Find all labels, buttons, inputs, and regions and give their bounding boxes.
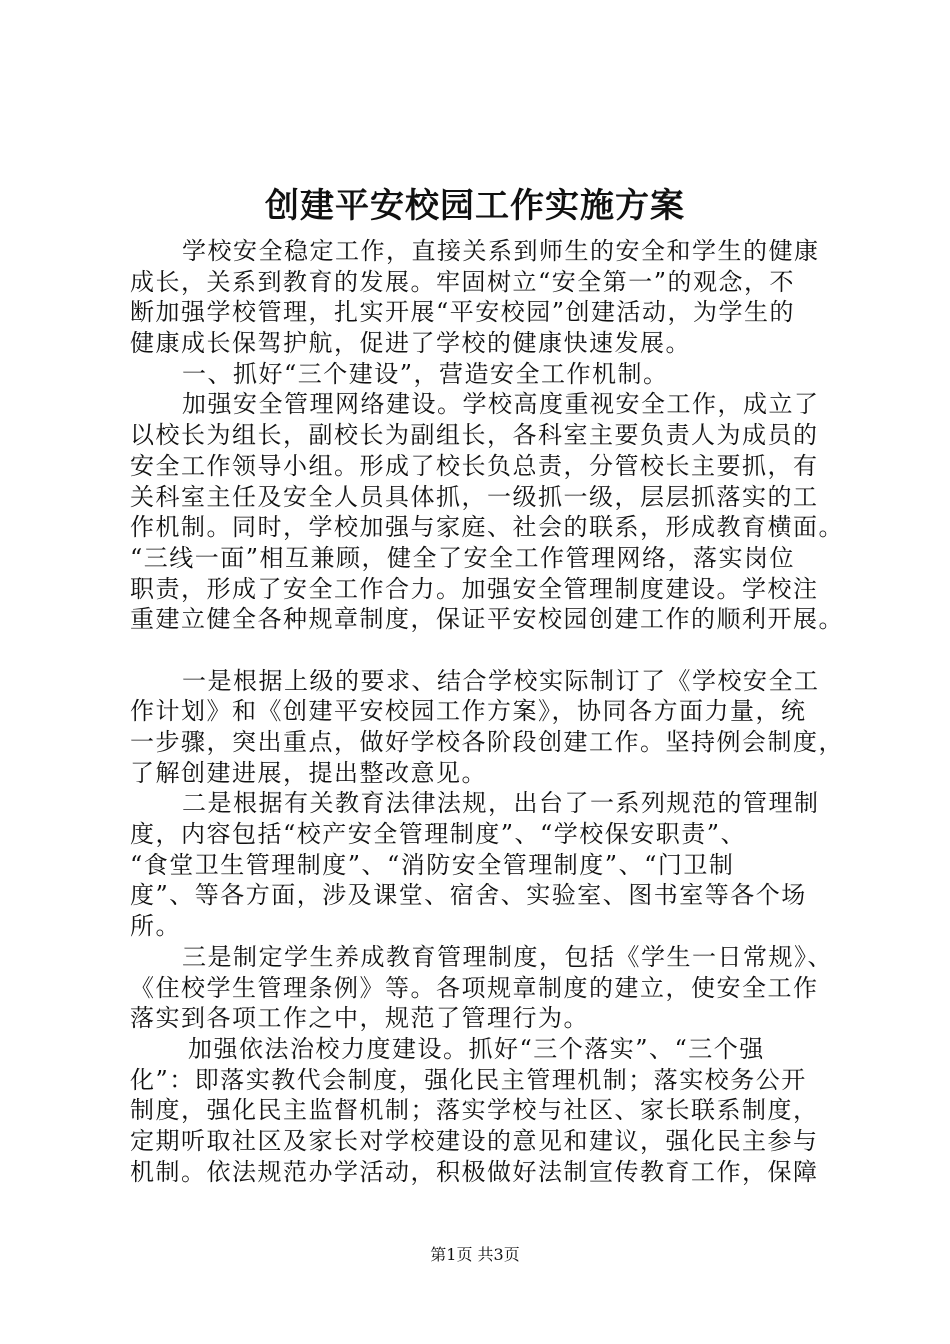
body-line: 定期听取社区及家长对学校建设的意见和建议，强化民主参与 — [130, 1126, 819, 1155]
body-line: 加强安全管理网络建设。学校高度重视安全工作，成立了 — [182, 390, 820, 419]
body-line: “三线一面”相互兼顾，健全了安全工作管理网络，落实岗位 — [130, 543, 796, 572]
body-line: 职责，形成了安全工作合力。加强安全管理制度建设。学校注 — [130, 574, 819, 603]
body-line: 度，内容包括“校产安全管理制度”、“学校保安职责”、 — [130, 820, 747, 849]
page-footer: 第1页 共3页 — [430, 1245, 520, 1264]
body-line: 成长，关系到教育的发展。牢固树立“安全第一”的观念，不 — [130, 267, 796, 296]
body-line: 了解创建进展，提出整改意见。 — [130, 758, 487, 787]
body-line: 一步骤，突出重点，做好学校各阶段创建工作。坚持例会制度， — [130, 728, 844, 756]
body-line: 二是根据有关教育法律法规，出台了一系列规范的管理制 — [182, 789, 820, 818]
body-line: 所。 — [130, 912, 181, 941]
body-line: 落实到各项工作之中，规范了管理行为。 — [130, 1004, 589, 1033]
body-line: 三是制定学生养成教育管理制度，包括《学生一日常规》、 — [182, 942, 833, 971]
body-line: 重建立健全各种规章制度，保证平安校园创建工作的顺利开展。 — [130, 605, 844, 634]
body-line: 作机制。同时，学校加强与家庭、社会的联系，形成教育横面。 — [130, 513, 844, 542]
body-line: 制度，强化民主监督机制；落实学校与社区、家长联系制度， — [130, 1096, 819, 1125]
body-line: 作计划》和《创建平安校园工作方案》，协同各方面力量，统 — [130, 697, 807, 726]
blank-line — [130, 635, 850, 666]
body-line: 机制。依法规范办学活动，积极做好法制宣传教育工作，保障 — [130, 1157, 819, 1186]
body-line: 关科室主任及安全人员具体抓，一级抓一级，层层抓落实的工 — [130, 482, 819, 511]
body-line: 学校安全稳定工作，直接关系到师生的安全和学生的健康 — [182, 237, 820, 265]
body-line: 加强依法治校力度建设。抓好“三个落实”、“三个强 — [188, 1034, 765, 1063]
body-line: 健康成长保驾护航，促进了学校的健康快速发展。 — [130, 329, 691, 358]
document-body — [130, 236, 850, 1187]
document-title: 创建平安校园工作实施方案 — [265, 186, 685, 226]
body-line: “食堂卫生管理制度”、“消防安全管理制度”、“门卫制 — [130, 850, 735, 879]
body-line: 化”：即落实教代会制度，强化民主管理机制；落实校务公开 — [130, 1065, 807, 1094]
body-line: 以校长为组长，副校长为副组长，各科室主要负责人为成员的 — [130, 421, 819, 450]
body-line: 度”、等各方面，涉及课堂、宿舍、实验室、图书室等各个场 — [130, 881, 807, 910]
section-heading: 一、抓好“三个建设”，营造安全工作机制。 — [182, 359, 669, 388]
body-line: 一是根据上级的要求、结合学校实际制订了《学校安全工 — [182, 666, 820, 695]
body-line: 断加强学校管理，扎实开展“平安校园”创建活动，为学生的 — [130, 298, 796, 327]
body-line: 《住校学生管理条例》等。各项规章制度的建立，使安全工作 — [130, 973, 819, 1002]
body-line: 安全工作领导小组。形成了校长负总责，分管校长主要抓，有 — [130, 451, 819, 480]
